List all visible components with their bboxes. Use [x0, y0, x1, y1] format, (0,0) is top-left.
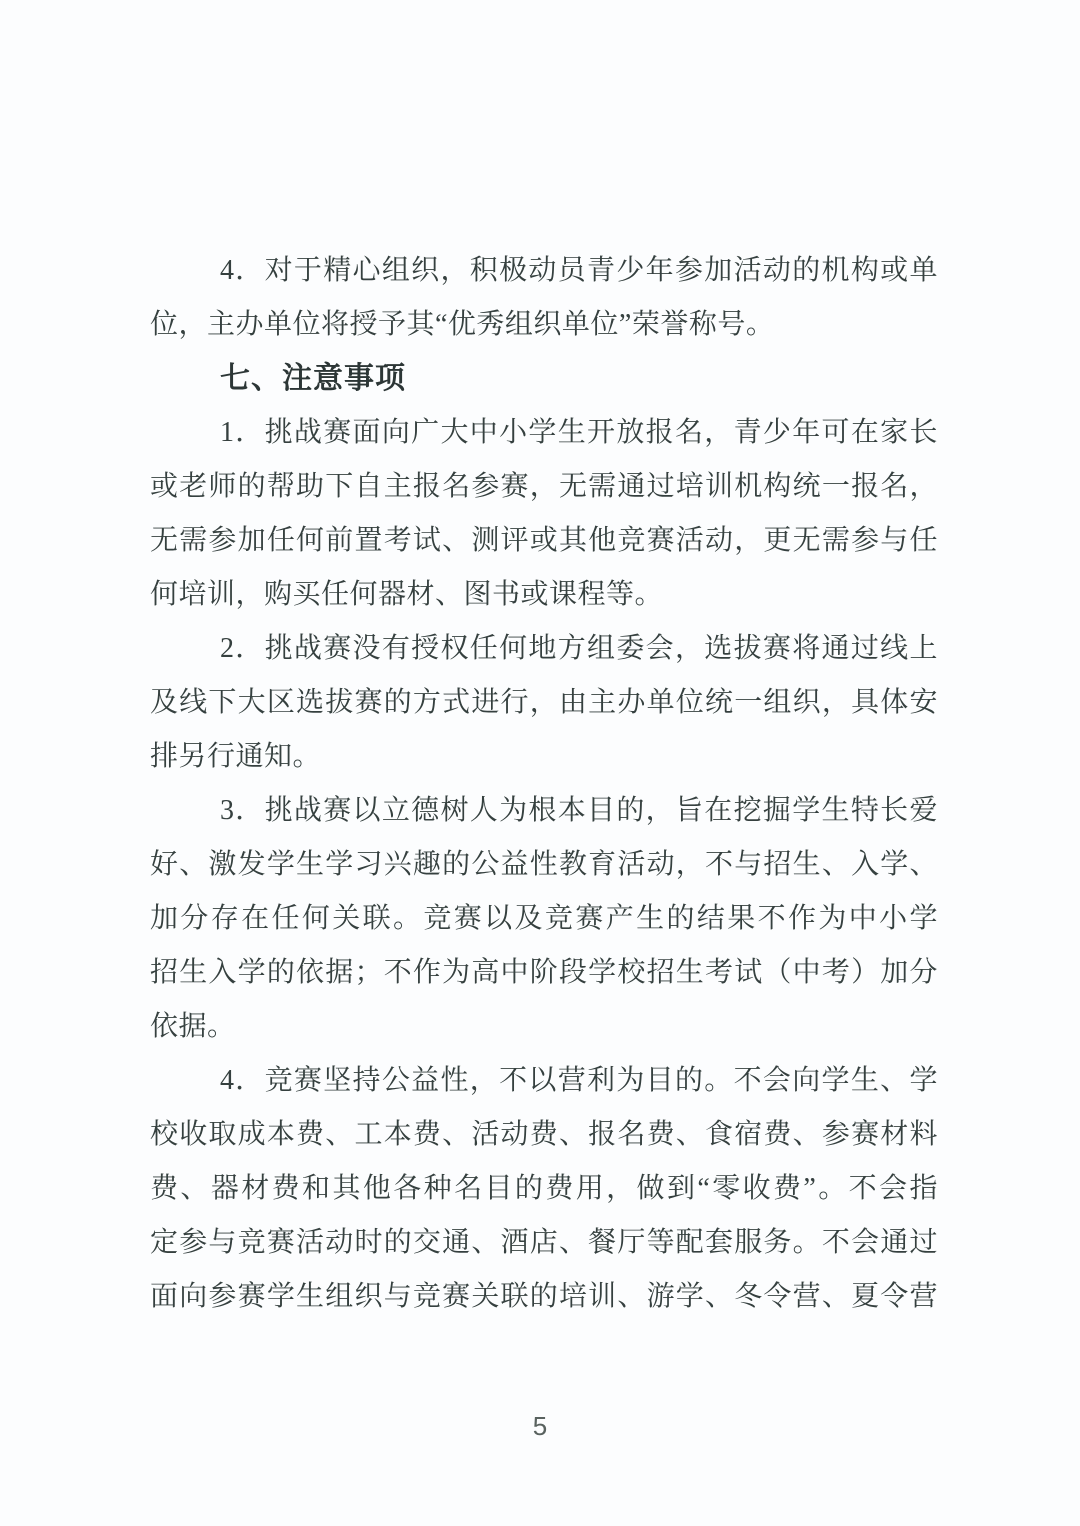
paragraph-item-3: [150, 784, 938, 1054]
text-line: 4．竞赛坚持公益性，不以营利为目的。不会向学生、学: [220, 1065, 938, 1096]
document-text-block: [150, 244, 938, 1324]
text-line: 位，主办单位将授予其“优秀组织单位”荣誉称号。: [150, 309, 775, 340]
text-line: 依据。: [150, 1011, 236, 1042]
paragraph-prev-item-4: [150, 244, 938, 352]
text-line: 定参与竞赛活动时的交通、酒店、餐厅等配套服务。不会通过: [150, 1227, 938, 1258]
text-line: 1．挑战赛面向广大中小学生开放报名，青少年可在家长: [220, 417, 938, 448]
page-number: 5: [532, 1411, 548, 1441]
text-line: 4．对于精心组织，积极动员青少年参加活动的机构或单: [220, 255, 938, 286]
text-line: 及线下大区选拔赛的方式进行，由主办单位统一组织，具体安: [150, 687, 938, 718]
paragraph-item-4: [150, 1054, 938, 1324]
text-line: 费、器材费和其他各种名目的费用，做到“零收费”。不会指: [150, 1173, 938, 1204]
text-line: 何培训，购买任何器材、图书或课程等。: [150, 579, 664, 610]
text-line: 2．挑战赛没有授权任何地方组委会，选拔赛将通过线上: [220, 633, 938, 664]
text-line: 或老师的帮助下自主报名参赛，无需通过培训机构统一报名，: [150, 471, 938, 502]
text-line: 3．挑战赛以立德树人为根本目的，旨在挖掘学生特长爱: [220, 795, 938, 826]
text-line: 加分存在任何关联。竞赛以及竞赛产生的结果不作为中小学: [150, 903, 938, 934]
text-line: 面向参赛学生组织与竞赛关联的培训、游学、冬令营、夏令营: [150, 1281, 938, 1312]
text-line: 招生入学的依据；不作为高中阶段学校招生考试（中考）加分: [150, 957, 938, 988]
section-heading: 七、注意事项: [220, 362, 406, 395]
paragraph-item-1: [150, 406, 938, 622]
paragraph-item-2: [150, 622, 938, 784]
text-line: 无需参加任何前置考试、测评或其他竞赛活动，更无需参与任: [150, 525, 938, 556]
text-line: 排另行通知。: [150, 741, 322, 772]
text-line: 好、激发学生学习兴趣的公益性教育活动，不与招生、入学、: [150, 849, 938, 880]
text-line: 校收取成本费、工本费、活动费、报名费、食宿费、参赛材料: [150, 1119, 938, 1150]
